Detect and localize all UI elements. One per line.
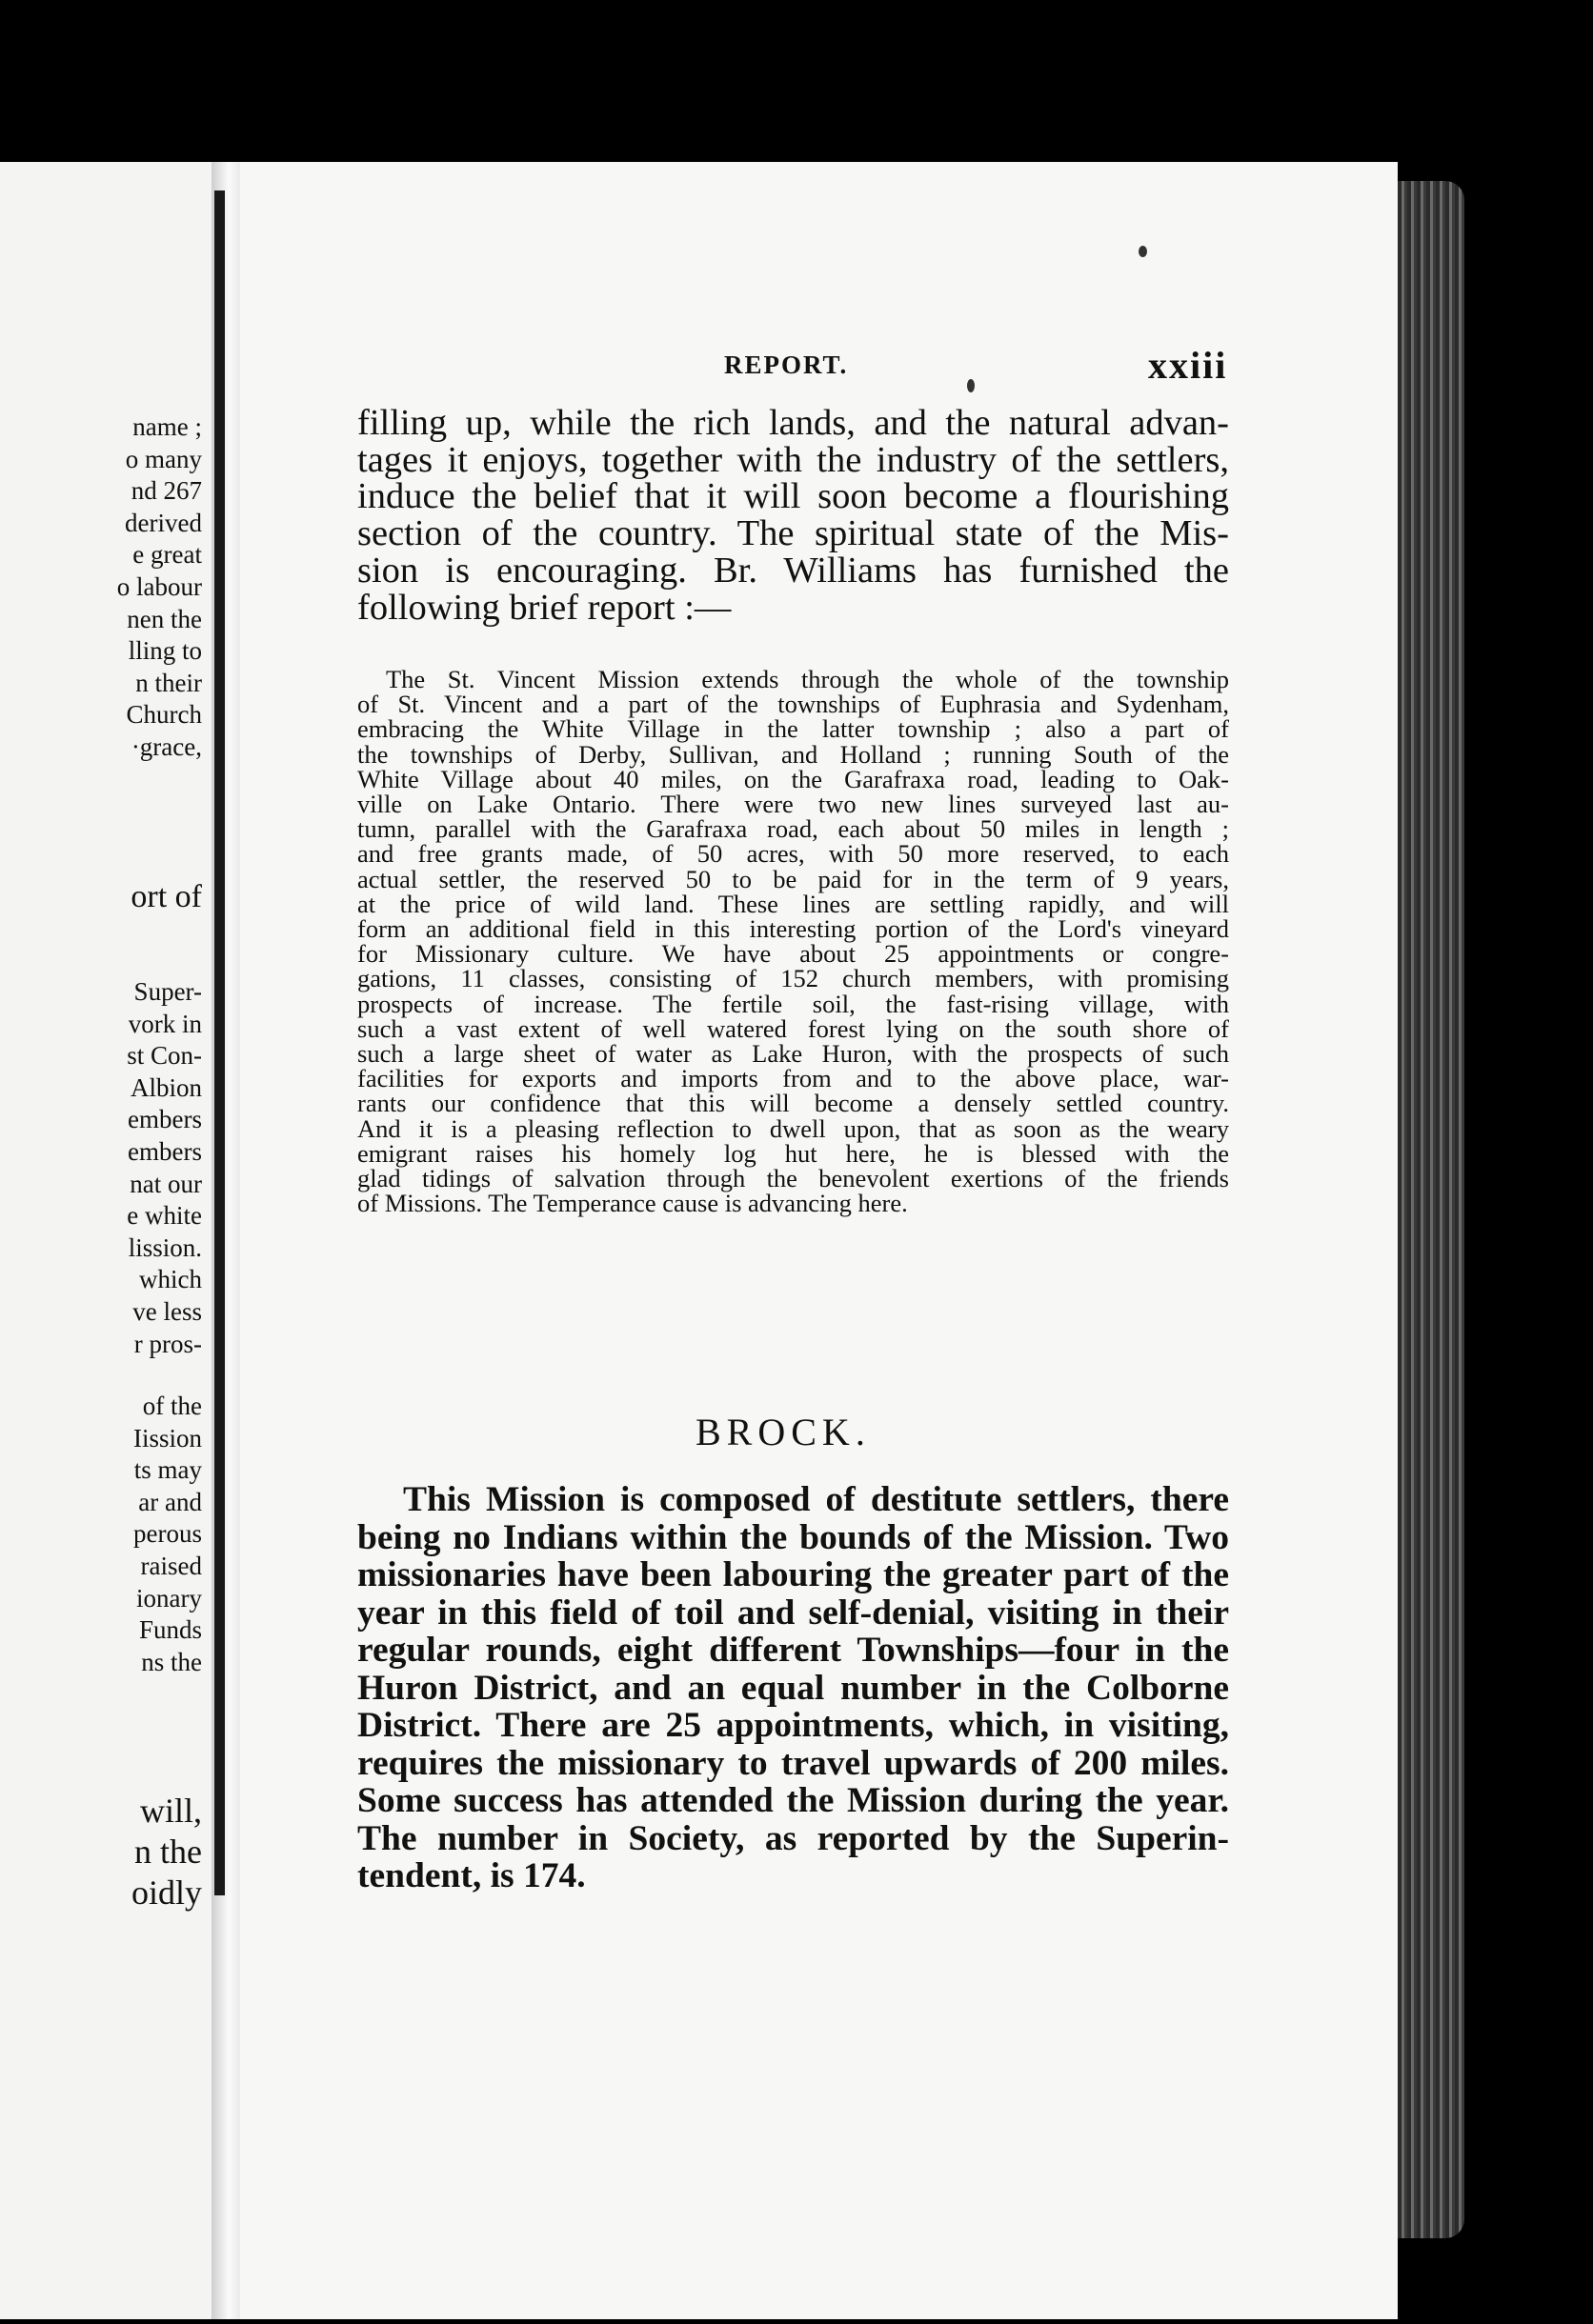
report-line: form an additional field in this interesting portion of the Lord's vineyard [357, 914, 1229, 944]
report-line: of St. Vincent and a part of the townships of Euphrasia and Sydenham, [357, 690, 1229, 719]
report-line: tumn, parallel with the Garafraxa road, each about 50 miles in length ; [357, 814, 1229, 844]
text-line: induce the belief that it will soon become a flourishing [357, 476, 1229, 517]
report-line: ville on Lake Ontario. There were two new lines surveyed last au- [357, 790, 1229, 819]
text-line: Some success has attended the Mission during the year. [357, 1781, 1229, 1820]
text-line: regular rounds, eight different Townships—four in the [357, 1631, 1229, 1670]
fragment-line: of the [142, 1392, 202, 1420]
text-line: being no Indians within the bounds of the Mission. Two [357, 1517, 1229, 1557]
report-line: White Village about 40 miles, on the Garafraxa road, leading to Oak- [357, 764, 1229, 793]
fragment-line: n the [134, 1833, 202, 1871]
text-line: District. There are 25 appointments, which, in visiting, [357, 1706, 1229, 1745]
report-line: such a vast extent of well watered forest lying on the south shore of [357, 1013, 1229, 1043]
text-line: tendent, is 174. [357, 1856, 586, 1895]
fragment-line: Church [126, 700, 202, 730]
fragment-line: Funds [138, 1615, 202, 1645]
report-line: and free grants made, of 50 acres, with 50 more reserved, to each [357, 839, 1229, 869]
fragment-line: ts may [133, 1455, 202, 1485]
report-line: actual settler, the reserved 50 to be paid for in the term of 9 years, [357, 864, 1229, 893]
left-page-text-block-5 [131, 1791, 202, 1913]
fragment-line: ar and [138, 1487, 202, 1516]
fragment-line: will, [139, 1792, 202, 1830]
fragment-line: o labour [116, 571, 202, 601]
report-line: emigrant raises his homely log hut here, he is blessed with the [357, 1138, 1229, 1168]
fragment-line: embers [128, 1136, 202, 1166]
report-line: facilities for exports and imports from and to the above place, war- [357, 1064, 1229, 1093]
text-line: section of the country. The spiritual state of the Mis- [357, 513, 1229, 554]
report-line: embracing the White Village in the latter township ; also a part of [357, 714, 1229, 744]
fragment-line: which [139, 1265, 202, 1294]
running-head: REPORT. [724, 351, 849, 379]
report-line: The St. Vincent Mission extends through the whole of the township [386, 665, 1229, 693]
text-line: tages it enjoys, together with the industry of the settlers, [357, 439, 1229, 480]
text-line: sion is encouraging. Br. Williams has furnished the [357, 550, 1229, 591]
report-line: glad tidings of salvation through the benevolent exertions of the friends [357, 1164, 1229, 1193]
left-page-text-block-3 [127, 976, 202, 1360]
text-line: filling up, while the rich lands, and the natural advan- [357, 403, 1229, 443]
left-page-text-block-2 [131, 881, 202, 913]
page-edges [1398, 181, 1464, 2238]
text-line: This Mission is composed of destitute settlers, there [403, 1480, 1229, 1519]
fragment-line: e great [132, 540, 202, 570]
fragment-line: ort of [131, 879, 202, 914]
left-page-text-block-4 [133, 1391, 202, 1678]
fragment-line: embers [128, 1105, 202, 1134]
fragment-line: vork in [128, 1009, 202, 1038]
fragment-line: ionary [136, 1583, 202, 1613]
report-line: And it is a pleasing reflection to dwell upon, that as soon as the weary [357, 1113, 1229, 1143]
fragment-line: derived [125, 508, 202, 537]
fragment-line: e white [127, 1201, 202, 1231]
report-line: prospects of increase. The fertile soil, the fast-rising village, with [357, 989, 1229, 1018]
page-number: xxiii [1148, 344, 1228, 387]
text-line: following brief report :— [357, 587, 732, 628]
fragment-line: lission. [128, 1232, 202, 1262]
report-line: the townships of Derby, Sullivan, and Holland ; running South of the [357, 739, 1229, 769]
fragment-line: ve less [132, 1296, 202, 1326]
report-line: gations, 11 classes, consisting of 152 church members, with promising [357, 964, 1229, 993]
fragment-line: nd 267 [131, 476, 202, 506]
left-page-text-block-1 [117, 411, 202, 764]
left-page-fragment [0, 162, 214, 2319]
report-line: at the price of wild land. These lines are settling rapidly, and will [357, 889, 1229, 918]
fragment-line: perous [133, 1519, 202, 1549]
fragment-line: Albion [130, 1072, 202, 1102]
intro-paragraph [357, 405, 1229, 626]
ink-speck [967, 379, 975, 392]
fragment-line: r pros- [133, 1329, 202, 1358]
quoted-report [357, 665, 1229, 1218]
fragment-line: o many [125, 444, 202, 473]
fragment-line: name ; [132, 412, 202, 441]
text-line: missionaries have been labouring the greater part of the [357, 1555, 1229, 1594]
fragment-line: st Con- [127, 1041, 202, 1071]
fragment-line: oidly [131, 1873, 202, 1912]
gutter-shadow [214, 190, 225, 1895]
text-line: Huron District, and an equal number in the Colborne [357, 1668, 1229, 1708]
fragment-line: nat our [130, 1169, 202, 1198]
text-line: year in this field of toil and self-denial, visiting in their [357, 1593, 1229, 1633]
report-line: of Missions. The Temperance cause is advancing here. [357, 1189, 908, 1218]
report-line: for Missionary culture. We have about 25 appointments or congre- [357, 939, 1229, 969]
fragment-line: ·grace, [131, 731, 202, 761]
section-heading: BROCK. [696, 1411, 871, 1453]
text-line: requires the missionary to travel upwards of 200 miles. [357, 1743, 1229, 1783]
fragment-line: Iission [132, 1423, 202, 1452]
fragment-line: raised [140, 1551, 202, 1580]
ink-speck [1139, 246, 1147, 257]
fragment-line: ns the [141, 1647, 202, 1676]
text-line: The number in Society, as reported by the Superin- [357, 1818, 1229, 1858]
fragment-line: Super- [133, 977, 202, 1006]
report-line: such a large sheet of water as Lake Huron, with the prospects of such [357, 1039, 1229, 1069]
fragment-line: n their [135, 668, 202, 697]
report-line: rants our confidence that this will become a densely settled country. [357, 1089, 1229, 1118]
fragment-line: nen the [127, 604, 202, 633]
brock-paragraph [357, 1481, 1229, 1895]
fragment-line: lling to [128, 636, 202, 666]
